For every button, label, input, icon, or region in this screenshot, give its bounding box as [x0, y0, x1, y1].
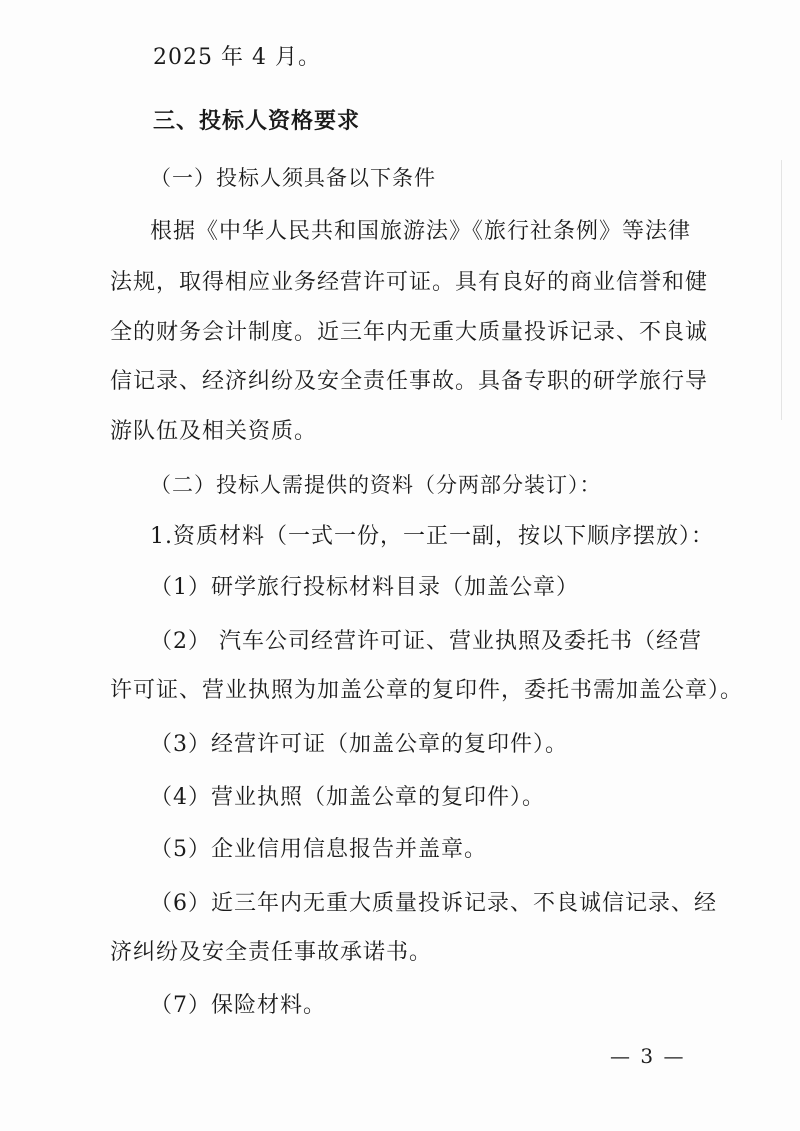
- list-item: （3）经营许可证（加盖公章的复印件）。: [150, 732, 568, 757]
- list-item-continuation: 济纠纷及安全责任事故承诺书。: [110, 940, 433, 965]
- page-number: — 3 —: [610, 1044, 686, 1068]
- list-item: （4）营业执照（加盖公章的复印件）。: [150, 785, 545, 810]
- subheading-required-materials: （二）投标人需提供的资料（分两部分装订）：: [150, 473, 602, 497]
- paragraph-line: 全的财务会计制度。近三年内无重大质量投诉记录、不良诚: [110, 320, 709, 345]
- list-item: （5）企业信用信息报告并盖章。: [150, 837, 487, 862]
- paragraph-line: 信记录、经济纠纷及安全责任事故。具备专职的研学旅行导: [110, 369, 709, 394]
- date-tail-line: 2025 年 4 月。: [153, 45, 321, 70]
- list-item: （6）近三年内无重大质量投诉记录、不良诚信记录、经: [150, 891, 717, 916]
- list-item: （1）研学旅行投标材料目录（加盖公章）: [150, 575, 579, 600]
- list-item-qualification-materials: 1.资质材料（一式一份，一正一副，按以下顺序摆放）：: [150, 524, 714, 549]
- paragraph-line: 根据《中华人民共和国旅游法》《旅行社条例》等法律: [150, 219, 692, 244]
- list-item-continuation: 许可证、营业执照为加盖公章的复印件，委托书需加盖公章）。: [110, 678, 744, 703]
- section-heading-qualifications: 三、投标人资格要求: [153, 109, 361, 134]
- subheading-conditions: （一）投标人须具备以下条件: [150, 166, 436, 190]
- list-item: （2） 汽车公司经营许可证、营业执照及委托书（经营: [150, 629, 702, 654]
- paragraph-line: 游队伍及相关资质。: [110, 419, 318, 444]
- paragraph-line: 法规，取得相应业务经营许可证。具有良好的商业信誉和健: [110, 270, 709, 295]
- list-item: （7）保险材料。: [150, 993, 326, 1018]
- scan-edge-mark: [781, 160, 782, 420]
